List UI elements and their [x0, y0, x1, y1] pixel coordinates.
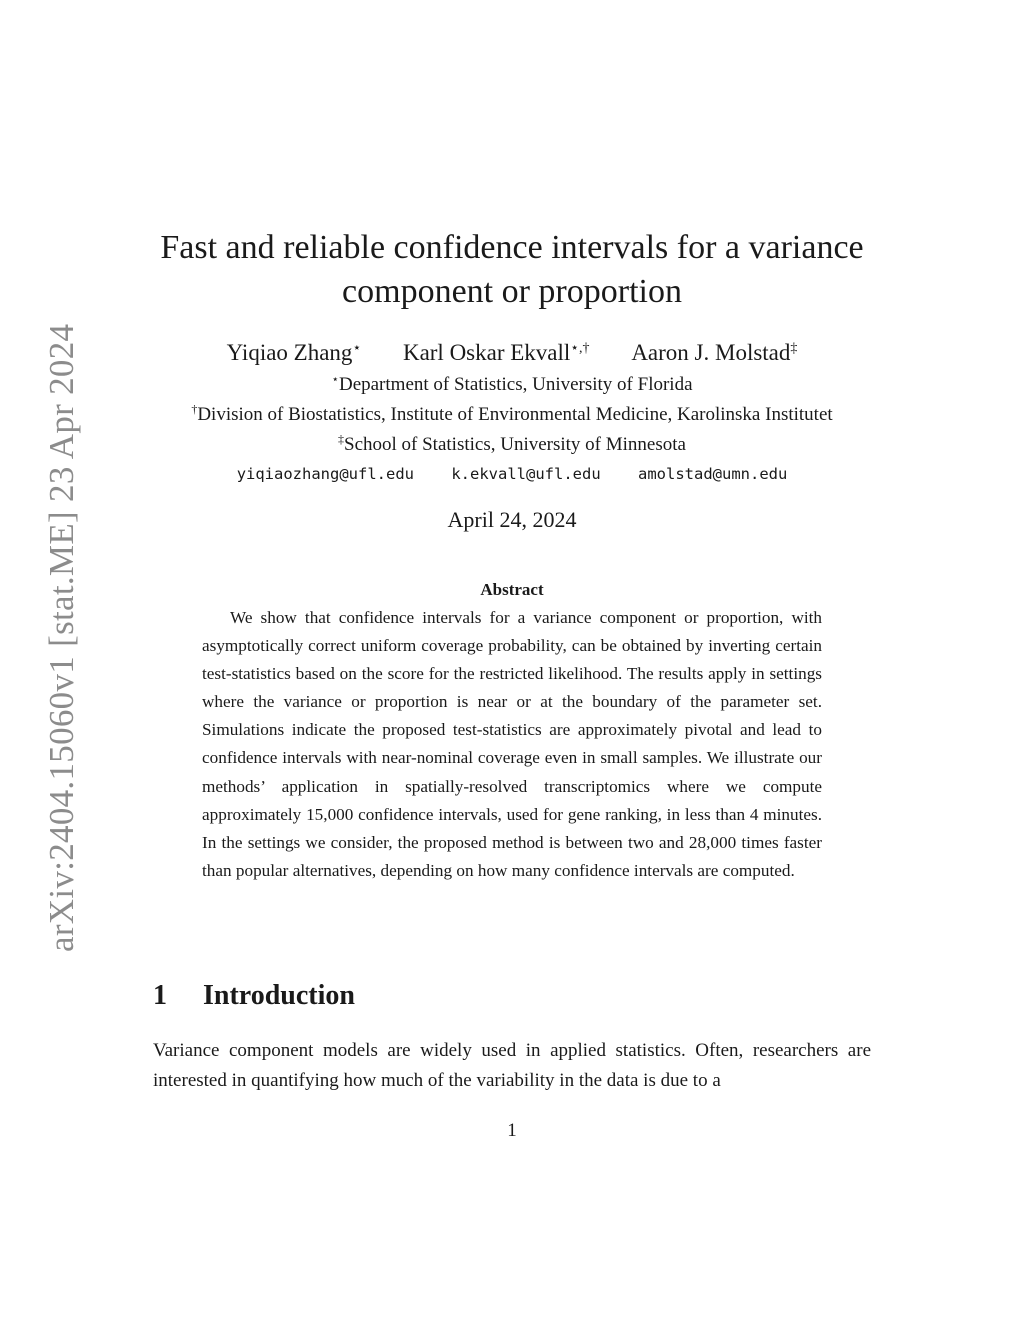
author-name: Yiqiao Zhang [226, 340, 353, 365]
author [631, 340, 797, 366]
affiliation-mark: ⋆ [331, 372, 339, 386]
affiliation [0, 432, 1024, 456]
author-list [0, 340, 1024, 366]
email-link[interactable]: k.ekvall@ufl.edu [451, 465, 601, 483]
author-affiliation-mark: ⋆ [352, 341, 362, 356]
author [227, 340, 362, 366]
paper-title [0, 226, 1024, 314]
abstract-text: We show that confidence intervals for a variance component or proportion, with asymptotically correct uniform coverage probability, can be obtained by inverting certain test-statistics based on the score for the restricted likelihood. The results apply in settings where the variance or proportion is near or at the boundary of the parameter set. Simulations indicate the proposed test-statistics are approximately pivotal and lead to confidence intervals with near-nominal coverage even in small samples. We illustrate our methods’ application in spatially-resolved transcriptomics where we compute approximately 15,000 confidence intervals, used for gene ranking, in less than 4 minutes. In the settings we consider, the proposed method is between two and 28,000 times faster than popular alternatives, depending on how many confidence intervals are computed. [202, 608, 822, 880]
abstract-heading: Abstract [480, 580, 544, 599]
affiliation-mark: † [191, 402, 198, 416]
page-number: 1 [507, 1120, 517, 1141]
section-body-text: Variance component models are widely used in applied statistics. Often, researchers are interested in quantifying how much of the variability in the data is due to a [153, 1040, 871, 1091]
author-affiliation-mark: ⋆,† [570, 341, 590, 356]
affiliation [0, 402, 1024, 426]
section-heading [153, 980, 355, 1012]
section-title: Introduction [203, 980, 355, 1011]
publication-date: April 24, 2024 [447, 507, 577, 532]
email-link[interactable]: amolstad@umn.edu [638, 465, 788, 483]
author [403, 340, 590, 366]
email-link[interactable]: yiqiaozhang@ufl.edu [236, 465, 414, 483]
affiliation-text: School of Statistics, University of Minnesota [344, 434, 686, 455]
affiliation [0, 372, 1024, 396]
author-affiliation-mark: ‡ [790, 341, 798, 356]
affiliation-text: Department of Statistics, University of Florida [338, 374, 693, 395]
author-name: Aaron J. Molstad [631, 340, 791, 365]
affiliation-text: Division of Biostatistics, Institute of Environmental Medicine, Karolinska Institutet [197, 404, 833, 425]
affiliation-mark: ‡ [338, 432, 344, 446]
paper-title-line-2: component or proportion [342, 273, 682, 310]
author-name: Karl Oskar Ekvall [402, 340, 571, 365]
author-emails [0, 465, 1024, 483]
paper-title-line-1: Fast and reliable confidence intervals for a variance [160, 229, 864, 266]
arxiv-identifier-stamp: arXiv:2404.15060v1 [stat.ME] 23 Apr 2024 [42, 323, 81, 952]
section-number: 1 [153, 980, 167, 1011]
